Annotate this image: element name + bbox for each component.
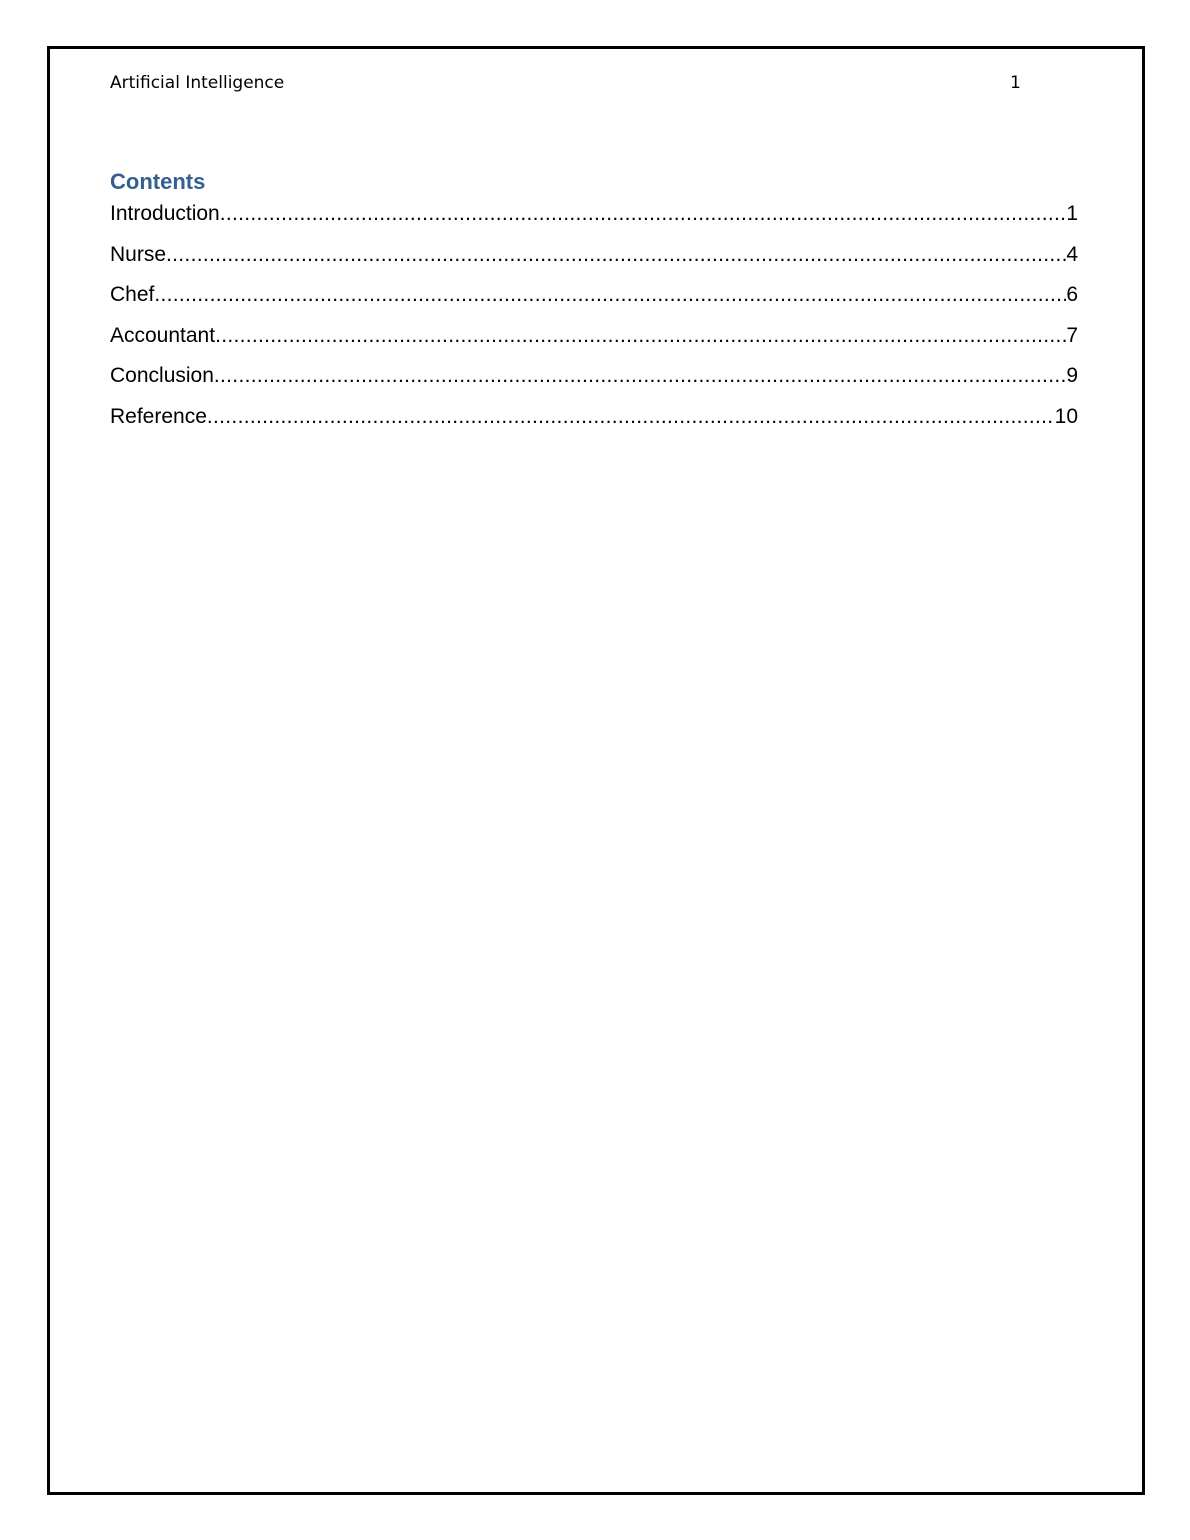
toc-entry-label: Nurse bbox=[110, 242, 167, 266]
toc-entry-reference[interactable] bbox=[110, 403, 1078, 444]
toc-entry-accountant[interactable] bbox=[110, 322, 1078, 363]
toc-entry-label: Introduction bbox=[110, 202, 220, 225]
toc-heading: Contents bbox=[110, 169, 206, 194]
header-page-number: 1 bbox=[1010, 73, 1021, 93]
toc-entry-page: 9 bbox=[1066, 364, 1078, 387]
toc-entry-label: Conclusion bbox=[110, 364, 214, 387]
toc-leader-dots bbox=[215, 322, 1066, 349]
toc-leader-dots bbox=[207, 403, 1055, 430]
toc-entry-label: Chef bbox=[110, 283, 155, 306]
toc-entry-nurse[interactable] bbox=[110, 241, 1078, 282]
toc-entry-label: Reference bbox=[110, 404, 207, 428]
toc-entry-label: Accountant bbox=[110, 323, 216, 347]
toc-entry-page: 4 bbox=[1066, 242, 1078, 266]
table-of-contents bbox=[110, 200, 1078, 443]
header-title: Artificial Intelligence bbox=[110, 73, 285, 93]
toc-entry-page: 1 bbox=[1066, 202, 1078, 225]
toc-entry-introduction[interactable] bbox=[110, 200, 1078, 241]
toc-leader-dots bbox=[214, 362, 1066, 389]
toc-entry-chef[interactable] bbox=[110, 281, 1078, 322]
toc-leader-dots bbox=[220, 200, 1067, 227]
toc-entry-page: 7 bbox=[1066, 323, 1078, 347]
toc-leader-dots bbox=[166, 241, 1066, 268]
toc-entry-page: 6 bbox=[1066, 283, 1078, 306]
toc-leader-dots bbox=[154, 281, 1066, 308]
toc-entry-page: 10 bbox=[1054, 404, 1078, 428]
toc-entry-conclusion[interactable] bbox=[110, 362, 1078, 403]
